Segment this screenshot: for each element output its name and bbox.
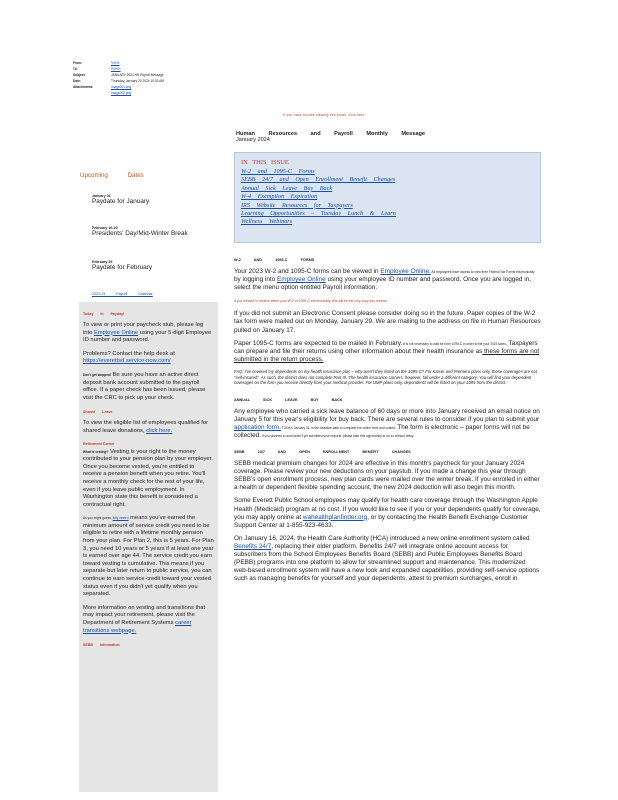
newsletter-date: January 2024	[236, 137, 270, 143]
issue-link[interactable]: Learning Opportunities – Tuesday Lunch & Learn	[241, 210, 396, 218]
sidebar-heading-today: Today In Payday!	[83, 312, 125, 316]
date-item	[92, 226, 232, 238]
sidebar-heading-retirement: Retirement Corner	[83, 441, 115, 446]
sidebar-panel	[79, 302, 218, 792]
email-value[interactable]: Pd%%	[111, 66, 121, 71]
paragraph	[234, 340, 541, 364]
text: using your 5-digit Employee ID number and password.	[83, 329, 212, 344]
sidebar-paragraph	[83, 322, 214, 345]
date-item	[92, 260, 232, 272]
text: Your 2023 W-2 and 1095-C forms can be viewed in	[234, 268, 381, 275]
issue-link[interactable]: SEBB 24/7 and Open Enrollment Benefit Changes	[241, 176, 396, 184]
sidebar-paragraph	[83, 515, 214, 599]
text: Vesting is your right to the money contributed to your pension plan by your employer. Once you become vested, you're entitled to receive a pension benefit when you retire. You'll receive a monthly check for the rest of your life, even if you leave public employment. In Washington state this benefit is considered a contractual right.	[83, 448, 213, 508]
paragraph	[234, 497, 541, 529]
newsletter-heading: Human Resources and Payroll Monthly Message	[236, 131, 426, 137]
text: As you might guess,	[83, 516, 113, 521]
issue-link[interactable]: W-2 and 1095-C Forms	[241, 168, 315, 175]
text: To view the eligible list of employees qualified for shared leave donations,	[83, 420, 209, 434]
email-row-date	[73, 78, 233, 84]
paragraph	[234, 268, 541, 292]
health-plan-finder-link[interactable]: wahealthplanfinder.org	[302, 513, 368, 521]
text-bold: What is vesting?	[83, 449, 109, 454]
email-label: Attachments:	[73, 84, 94, 89]
email-row-attachments-2	[73, 90, 233, 96]
text-underlined: these forms are not submitted in the return process.	[234, 347, 540, 363]
text-small: It is not necessary to wait for form 1095-C in order to file your 2023 taxes.	[402, 341, 507, 346]
section-heading-w2: W-2 AND 1095-C FORMS	[234, 258, 315, 262]
career-transitions-link[interactable]: career transitions webpage.	[83, 620, 192, 634]
newsletter-title	[236, 131, 536, 143]
text: , or by contacting the Health Benefit Exchange Customer Support Center at 1-855-923-4633.	[234, 513, 529, 529]
email-row-subject	[73, 72, 233, 78]
upcoming-dates-heading: Upcoming Dates	[80, 172, 144, 179]
help-desk-link[interactable]: https://everettsd.service-now.com/	[83, 358, 171, 365]
email-header	[73, 60, 233, 96]
issue-link[interactable]: Annual Sick Leave Buy Back	[241, 184, 333, 192]
in-this-issue-box	[234, 152, 541, 243]
text: by logging into	[234, 276, 277, 284]
text-bold: Don't get stopped!	[83, 372, 112, 377]
in-this-issue-heading: IN THIS ISSUE	[241, 159, 289, 166]
date-event: Paydate for February	[92, 264, 153, 271]
text: To view or print your paycheck stub, please log into	[83, 322, 204, 336]
email-label: From:	[73, 60, 83, 65]
text: Any employee who carried a sick leave balance of 60 days or more into January received an email notice on January 5 for this year's eligibility for buy back. There are several rules to consider if you plan to submit your	[234, 407, 540, 423]
text-small: TODAY, January 31, is the deadline date to complete the online form and submit.	[280, 425, 396, 430]
benefits-247-link[interactable]: Benefits 24/7	[234, 542, 272, 550]
application-form-link[interactable]: application form.	[234, 423, 281, 431]
text: The form is electronic – paper forms will not be collected.	[234, 423, 530, 439]
email-value[interactable]: %%%	[111, 60, 120, 65]
paragraph	[234, 535, 541, 584]
text: Taxpayers can prepare and file their returns using other information about their health insurance as	[234, 339, 538, 355]
text: , replacing their older platform. Benefits 24/7 will integrate online account access for subscribers from the School Employees Benefits Board (SEBB) and Public Employees Benefits Board (PEBB) programs into one platform to allow for streamlined support and maintenance. This modernized web-based enrollment system will have a new look and expanded capabilities, providing self-service options such as managing benefits for yourself and your dependents, attest to premium surcharges, enroll in	[234, 542, 540, 583]
text-small: All employees have access to view their Federal Tax Forms electronically	[430, 270, 535, 274]
attachment-link[interactable]: image002.png	[111, 90, 132, 95]
sidebar-paragraph	[83, 420, 214, 435]
fully-vested-link[interactable]: fully vested	[112, 516, 129, 521]
sidebar-heading-shared-leave: Shared Leave	[83, 410, 113, 415]
employee-online-link[interactable]: Employee Online.	[380, 268, 431, 275]
section-heading-sick-leave: ANNUAL SICK LEAVE BUY BACK	[234, 397, 343, 402]
faq-paragraph: FAQ: I've covered my dependents on my health insurance plan – why aren't they listed on the 1095-C? For Kaiser and Premera plans only, these coverages are not "self-insured". As such, the district does not complete Part III. The health insurance carriers, however, fall under a different category. You will find your dependent coverages on the form you receive directly from your medical provider. For UMP plans only, dependents will be listed on your 1095 from the district.	[234, 368, 537, 386]
email-label: Date:	[73, 78, 81, 83]
section-heading-sebb: SEBB 24/7 AND OPEN ENROLLMENT BENEFIT CHANGES	[234, 450, 411, 455]
email-value: Thursday, January 25 2024 10:03 AM	[111, 78, 164, 83]
sidebar-paragraph	[83, 605, 214, 635]
view-trouble-notice[interactable]: If you have trouble viewing this email, click here.	[283, 113, 366, 117]
date-event: Paydate for January	[92, 198, 150, 205]
sidebar-paragraph	[83, 449, 214, 510]
text-small: If you planned to and haven't yet submitted your request, please take this opportunity to do so without delay.	[261, 434, 415, 438]
email-row-attachments	[73, 84, 233, 90]
date-item	[92, 194, 232, 206]
upcoming-dates	[80, 172, 220, 179]
sidebar-paragraph	[83, 351, 214, 366]
date-label: February 29	[92, 260, 113, 264]
text: using your employee ID number and password. Once you are logged in, select the menu option entitled Payroll information.	[234, 276, 531, 292]
issue-link[interactable]: W-4 Exemption Expiration	[241, 193, 318, 201]
sidebar-paragraph	[83, 372, 214, 402]
email-value: JANUARY 2024 HR Payroll Message	[111, 72, 164, 77]
employee-online-link[interactable]: Employee Online	[93, 329, 139, 336]
date-label: January 31	[92, 194, 111, 198]
shared-leave-link[interactable]: click here.	[146, 427, 173, 434]
paragraph: SEBB medical premium changes for 2024 are effective in this month's paycheck for your January 2024 coverage. Please review your new deductions on your paystub. If you made a change this year through SEBB's open enrollment process, new plan cards were mailed over the winter break. If you enrolled in either a health or dependent flexible spending account, the new 2024 deduction will also begin this month.	[234, 460, 540, 492]
issue-link[interactable]: Wellness Webinars	[241, 218, 293, 226]
email-row-from	[73, 60, 233, 66]
date-event: Presidents' Day/Mid-Winter Break	[92, 230, 188, 237]
main-content	[234, 258, 541, 588]
email-row-to	[73, 66, 233, 72]
issue-link[interactable]: IRS Website Resources for Taxpayers	[241, 201, 353, 209]
sidebar-heading-sebb: SEBB Information	[83, 643, 120, 648]
text: On January 16, 2024, the Health Care Authority (HCA) introduced a new online enrollment system called	[234, 534, 530, 542]
email-label: Subject:	[73, 72, 86, 77]
paragraph-electronic-note: If you elected to receive either your W-2 or 1095-C electronically, this will be the only copy you receive.	[234, 299, 388, 304]
employee-online-link[interactable]: Employee Online	[277, 276, 326, 284]
text: Be sure you have an active direct deposit bank account submitted to the payroll office. If a paper check has been issued, please visit the CRC to pick up your check.	[83, 371, 206, 401]
paragraph: If you did not submit an Electronic Consent please consider doing so in the future. Paper copies of the W-2 tax form were mailed out on Monday, January 29. We are mailing to the address on file in Human Resources pulled on January 17.	[234, 310, 541, 334]
text: Some Everett Public School employees may qualify for health care coverage through the Washington Apple Health (Medicaid) program at no cost. If you would like to see if you or your dependents qualify for coverage, you may apply online at	[234, 497, 541, 521]
attachment-link[interactable]: image001.png	[111, 84, 132, 89]
text: More information on vesting and transitions that may impact your retirement, please visit the Department of Retirement Systems	[83, 604, 206, 626]
text: means you've earned the minimum amount of service credit you need to be eligible to retire with a lifetime monthly pension from your plan. For Plan 2, this is 5 years. For Plan 3, you need 10 years or 5 years if at least one year is earned over age 44. The service credit you earn toward vesting is cumulative. This means if you separate but later return to public service, you can continue to earn service credit toward your vested status even if you didn't yet qualify when you separated.	[83, 515, 214, 598]
email-label: To:	[73, 66, 78, 71]
date-label: February 16-20	[92, 226, 118, 230]
text: Paper 1095-C forms are expected to be mailed in February.	[234, 339, 403, 347]
paragraph	[234, 408, 541, 440]
text: Problems? Contact the help desk at	[83, 350, 175, 357]
payroll-calendar-link[interactable]: 2023-24 Payroll Calendar	[92, 292, 153, 296]
